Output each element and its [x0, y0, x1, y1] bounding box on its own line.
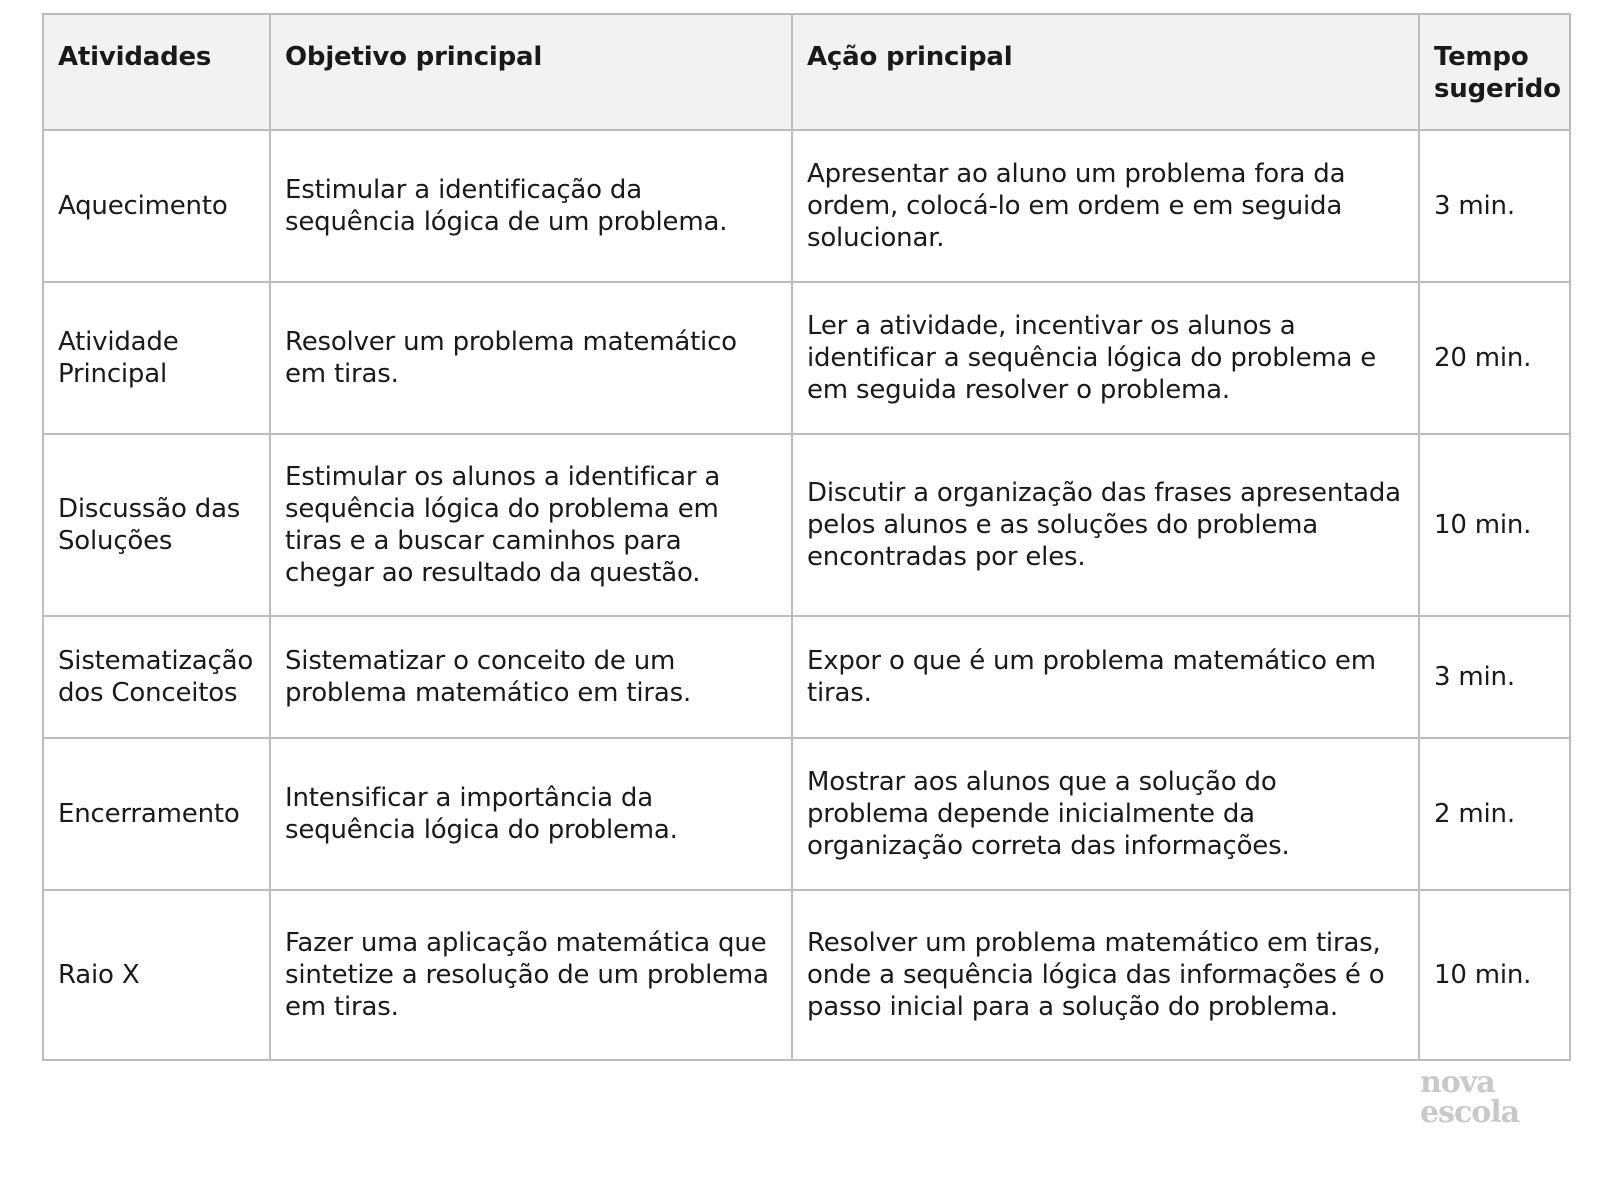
cell-atividade: Raio X [43, 890, 270, 1060]
cell-objetivo: Estimular os alunos a identificar a sequência lógica do problema em tiras e a buscar caminhos para chegar ao resultado da questão. [270, 434, 792, 616]
header-objetivo: Objetivo principal [270, 14, 792, 130]
cell-tempo: 10 min. [1419, 434, 1570, 616]
cell-tempo: 10 min. [1419, 890, 1570, 1060]
table-row [43, 282, 1570, 434]
table-row [43, 738, 1570, 890]
cell-acao: Expor o que é um problema matemático em tiras. [792, 616, 1419, 738]
header-atividades: Atividades [43, 14, 270, 130]
table-row [43, 434, 1570, 616]
cell-objetivo: Sistematizar o conceito de um problema matemático em tiras. [270, 616, 792, 738]
cell-atividade: Aquecimento [43, 130, 270, 282]
logo-line-nova: nova [1420, 1065, 1495, 1100]
cell-tempo: 2 min. [1419, 738, 1570, 890]
header-tempo: Tempo sugerido [1419, 14, 1570, 130]
cell-objetivo: Fazer uma aplicação matemática que sintetize a resolução de um problema em tiras. [270, 890, 792, 1060]
logo-line-escola: escola [1420, 1095, 1520, 1130]
table-header-row [43, 14, 1570, 130]
header-acao: Ação principal [792, 14, 1419, 130]
cell-atividade: Encerramento [43, 738, 270, 890]
table-row [43, 616, 1570, 738]
cell-tempo: 20 min. [1419, 282, 1570, 434]
cell-tempo: 3 min. [1419, 130, 1570, 282]
table-row [43, 130, 1570, 282]
cell-objetivo: Intensificar a importância da sequência lógica do problema. [270, 738, 792, 890]
lesson-plan-table [42, 13, 1571, 1061]
cell-acao: Ler a atividade, incentivar os alunos a identificar a sequência lógica do problema e em seguida resolver o problema. [792, 282, 1419, 434]
cell-objetivo: Estimular a identificação da sequência lógica de um problema. [270, 130, 792, 282]
cell-tempo: 3 min. [1419, 616, 1570, 738]
cell-atividade: Discussão das Soluções [43, 434, 270, 616]
nova-escola-logo [1420, 1065, 1540, 1130]
cell-acao: Resolver um problema matemático em tiras, onde a sequência lógica das informações é o passo inicial para a solução do problema. [792, 890, 1419, 1060]
cell-objetivo: Resolver um problema matemático em tiras. [270, 282, 792, 434]
cell-atividade: Atividade Principal [43, 282, 270, 434]
cell-atividade: Sistematização dos Conceitos [43, 616, 270, 738]
cell-acao: Discutir a organização das frases apresentada pelos alunos e as soluções do problema encontradas por eles. [792, 434, 1419, 616]
cell-acao: Apresentar ao aluno um problema fora da ordem, colocá-lo em ordem e em seguida solucionar. [792, 130, 1419, 282]
cell-acao: Mostrar aos alunos que a solução do problema depende inicialmente da organização correta das informações. [792, 738, 1419, 890]
table-row [43, 890, 1570, 1060]
